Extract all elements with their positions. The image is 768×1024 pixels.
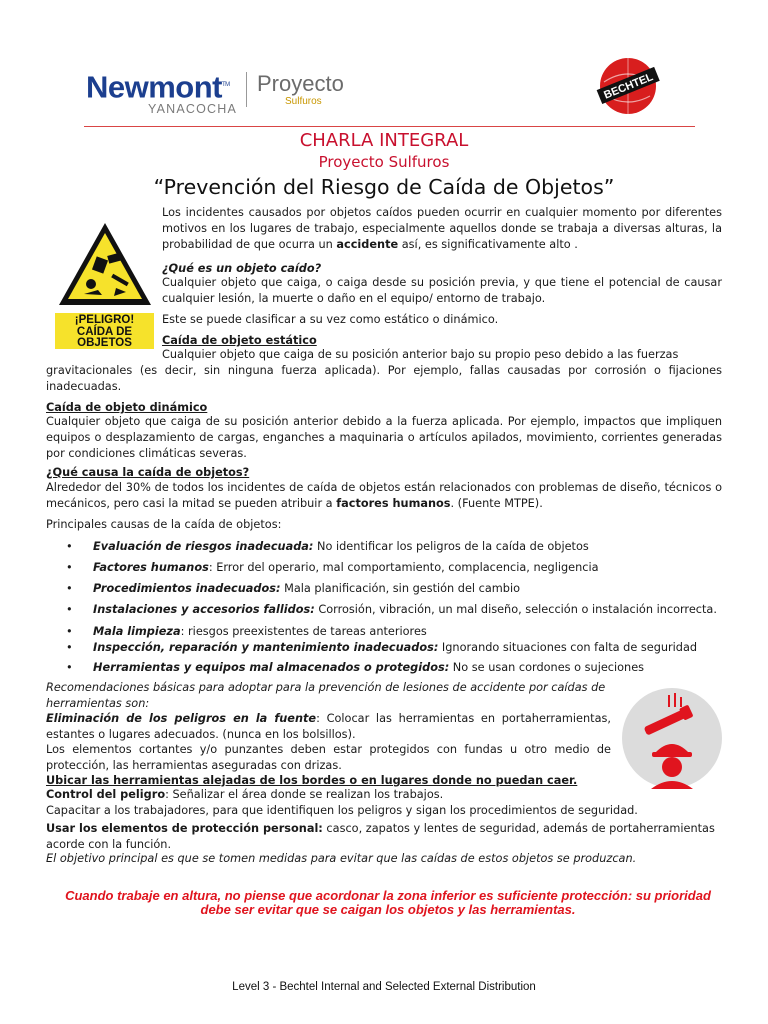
- bechtel-logo: [596, 52, 660, 116]
- bullet-text: No se usan cordones o sujeciones: [449, 661, 645, 674]
- newmont-logo: [86, 68, 237, 116]
- proyecto-logo: [246, 72, 344, 107]
- bullet-text: Mala planificación, sin gestión del cambio: [280, 582, 521, 595]
- elimination-paragraph: [46, 711, 611, 743]
- control-paragraph: [46, 787, 722, 803]
- bechtel-logo-text: BECHTEL: [602, 71, 655, 102]
- ubicar-line: Ubicar las herramientas alejadas de los bordes o en lugares donde no puedan caer.: [46, 774, 578, 787]
- classify-text: Este se puede clasificar a su vez como estático o dinámico.: [162, 313, 499, 326]
- bullet-label: Instalaciones y accesorios fallidos:: [93, 603, 315, 616]
- q1-heading: ¿Qué es un objeto caído?: [162, 262, 322, 275]
- elimination-text: : Colocar las herramientas en portaherramientas, estantes o lugares adecuados. (nunca en los bolsillos).: [46, 712, 611, 741]
- dynamic-heading: Caída de objeto dinámico: [46, 401, 208, 414]
- cause-text: Alrededor del 30% de todos los incidentes de caída de objetos están relacionados con problemas de diseño, técnicos o mecánicos, pero casi la mitad se pueden atribuir a: [46, 481, 722, 510]
- bullet-dot: •: [66, 661, 73, 674]
- bullet-text: Ignorando situaciones con falta de seguridad: [438, 641, 698, 654]
- danger-label-line: ¡PELIGRO!: [74, 314, 135, 326]
- epp-paragraph: [46, 821, 722, 853]
- bullet-text: : Error del operario, mal comportamiento, complacencia, negligencia: [208, 561, 599, 574]
- newmont-subtitle: YANACOCHA: [148, 102, 238, 117]
- cause-bold: factores humanos: [336, 497, 451, 510]
- intro-text-end: así, es significativamente alto .: [398, 238, 578, 251]
- capacitar-line: Capacitar a los trabajadores, para que identifiquen los peligros y sigan los procedimientos de seguridad.: [46, 804, 638, 817]
- epp-text: casco, zapatos y lentes de seguridad, además de portaherramientas acorde con la función.: [46, 822, 715, 851]
- header-divider: [84, 126, 695, 127]
- newmont-wordmark: [86, 68, 237, 104]
- control-text: : Señalizar el área donde se realizan los trabajos.: [165, 788, 444, 801]
- static-heading: Caída de objeto estático: [162, 334, 317, 347]
- main-title: “Prevención del Riesgo de Caída de Objetos”: [153, 175, 615, 199]
- intro-bold: accidente: [336, 238, 399, 251]
- bullet-dot: •: [66, 561, 73, 574]
- proyecto-main: Proyecto: [257, 71, 344, 96]
- cause-heading: ¿Qué causa la caída de objetos?: [46, 466, 250, 479]
- bullet-dot: •: [66, 603, 73, 616]
- static-text-line1: Cualquier objeto que caiga de su posición anterior bajo su propio peso debido a las fuerzas: [162, 348, 679, 361]
- proyecto-sub: Sulfuros: [285, 96, 322, 107]
- objective-line: El objetivo principal es que se tomen medidas para evitar que las caídas de estos objetos se produzcan.: [46, 852, 637, 865]
- newmont-word: Newmont: [86, 69, 222, 105]
- cause-text-end: . (Fuente MTPE).: [450, 497, 543, 510]
- bullet-label: Herramientas y equipos mal almacenados o protegidos:: [93, 661, 450, 674]
- bullet-label: Factores humanos: [93, 561, 209, 574]
- dynamic-text: Cualquier objeto que caiga de su posición anterior debido a la fuerza aplicada. Por ejemplo, impactos que impliquen equipos o desplazamiento de cargas, enganches a maquinaria o artículos apilados, movimiento, corrientes generadas por condiciones climáticas severas.: [46, 415, 722, 460]
- causes-intro: Principales causas de la caída de objetos:: [46, 518, 282, 531]
- proyecto-title: Proyecto Sulfuros: [318, 153, 450, 171]
- recommend-intro: Recomendaciones básicas para adoptar para la prevención de lesiones de accidente por caídas de herramientas son:: [46, 681, 606, 710]
- danger-label-line: CAÍDA DE: [76, 325, 133, 338]
- bullet-label: Evaluación de riesgos inadecuada:: [93, 540, 314, 553]
- danger-label: [55, 313, 154, 349]
- bullet-dot: •: [66, 582, 73, 595]
- charla-title: CHARLA INTEGRAL: [299, 130, 469, 151]
- falling-tool-worker-icon: [621, 687, 723, 789]
- static-text-rest: gravitacionales (es decir, sin ninguna fuerza aplicada). Por ejemplo, fallas causadas por corrosión o fijaciones inadecuadas.: [46, 364, 722, 393]
- control-label: Control del peligro: [46, 788, 166, 801]
- epp-label: Usar los elementos de protección personal:: [46, 822, 323, 835]
- bullet-text: No identificar los peligros de la caída de objetos: [313, 540, 589, 553]
- intro-text: Los incidentes causados por objetos caídos pueden ocurrir en cualquier momento por diferentes motivos en los lugares de trabajo, especialmente aquellos donde se trabaja a diversas alturas, la probabilidad de que ocurra un: [162, 206, 722, 251]
- falling-objects-warning-icon: [56, 220, 154, 308]
- cause-paragraph: [46, 480, 722, 512]
- cutting-paragraph: Los elementos cortantes y/o punzantes deben estar protegidos con fundas u otro medio de protección, las herramientas aseguradas con drizas.: [46, 743, 611, 772]
- bullet-text: Corrosión, vibración, un mal diseño, selección o instalación incorrecta.: [314, 603, 717, 616]
- height-warning-note: Cuando trabaje en altura, no piense que acordonar la zona inferior es suficiente protección: su prioridad debe ser evitar que se caigan los objetos y las herramientas.: [65, 888, 711, 917]
- causes-list: [66, 539, 726, 679]
- intro-paragraph: [162, 205, 722, 253]
- bullet-dot: •: [66, 641, 73, 654]
- bullet-dot: •: [66, 540, 73, 553]
- danger-label-line: OBJETOS: [77, 337, 132, 349]
- bullet-label: Mala limpieza: [93, 625, 181, 638]
- newmont-tm: TM: [222, 82, 230, 88]
- q1-text: Cualquier objeto que caiga, o caiga desde su posición previa, y que tiene el potencial de causar cualquier lesión, la muerte o daño en el equipo/ entorno de trabajo.: [162, 276, 722, 305]
- bullet-label: Procedimientos inadecuados:: [93, 582, 281, 595]
- distribution-footer: Level 3 - Bechtel Internal and Selected External Distribution: [232, 981, 536, 993]
- bullet-label: Inspección, reparación y mantenimiento inadecuados:: [93, 641, 439, 654]
- bullet-text: : riesgos preexistentes de tareas anteriores: [180, 625, 427, 638]
- elimination-label: Eliminación de los peligros en la fuente: [46, 712, 317, 725]
- bullet-dot: •: [66, 625, 73, 638]
